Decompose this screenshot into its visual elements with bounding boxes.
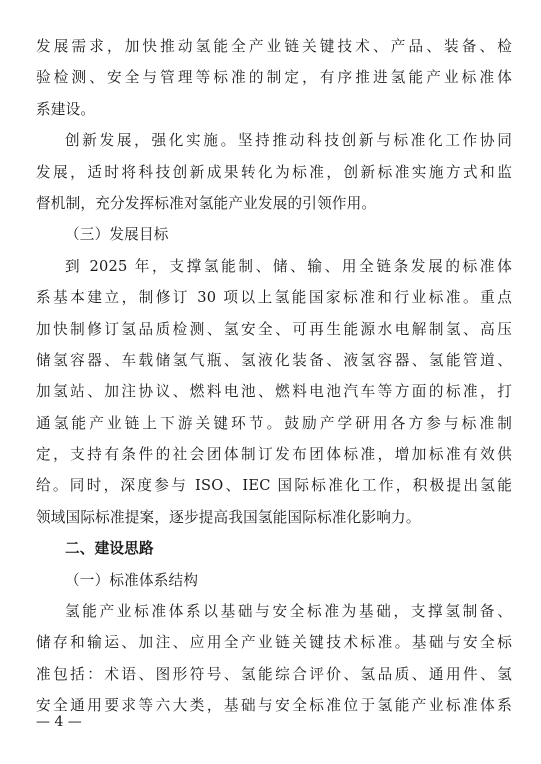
subsection-heading: （一）标准体系结构 [65, 571, 199, 589]
text-line: 储存和输运、加注、应用全产业链关键技术标准。基础与安全标 [36, 634, 512, 652]
page-number: — 4 — [36, 714, 82, 730]
text-line: 系基本建立，制修订 30 项以上氢能国家标准和行业标准。重点 [36, 289, 512, 307]
text-line: 氢能产业标准体系以基础与安全标准为基础，支撑氢制备、 [65, 603, 512, 621]
text-line: 领域国际标准提案，逐步提高我国氢能国际标准化影响力。 [36, 508, 421, 526]
text-line: 安全通用要求等六大类，基础与安全标准位于氢能产业标准体系 [36, 697, 512, 715]
document-body [36, 31, 512, 722]
text-line: 验检测、安全与管理等标准的制定，有序推进氢能产业标准体 [36, 69, 512, 87]
text-line: 督机制，充分发挥标准对氢能产业发展的引领作用。 [36, 194, 377, 212]
text-line: 发展需求，加快推动氢能全产业链关键技术、产品、装备、检 [36, 38, 512, 55]
text-line: 发展，适时将科技创新成果转化为标准，创新标准实施方式和监 [36, 163, 512, 181]
text-line: 到 2025 年，支撑氢能制、储、输、用全链条发展的标准体 [65, 257, 512, 275]
text-line: 给。同时，深度参与 ISO、IEC 国际标准化工作，积极提出氢能 [36, 477, 512, 495]
text-line: 准包括：术语、图形符号、氢能综合评价、氢品质、通用件、氢 [36, 665, 512, 683]
text-line: 加快制修订氢品质检测、氢安全、可再生能源水电解制氢、高压 [36, 320, 512, 338]
text-line: 创新发展，强化实施。坚持推动科技创新与标准化工作协同 [65, 132, 512, 150]
text-line: 定，支持有条件的社会团体制订发布团体标准，增加标准有效供 [36, 446, 512, 464]
text-line: 储氢容器、车载储氢气瓶、氢液化装备、液氢容器、氢能管道、 [36, 351, 512, 369]
text-line: 通氢能产业链上下游关键环节。鼓励产学研用各方参与标准制 [36, 414, 512, 432]
section-heading: 二、建设思路 [65, 540, 154, 558]
text-line: 加氢站、加注协议、燃料电池、燃料电池汽车等方面的标准，打 [36, 383, 512, 401]
text-line: 系建设。 [36, 100, 96, 118]
subsection-heading: （三）发展目标 [65, 226, 169, 244]
